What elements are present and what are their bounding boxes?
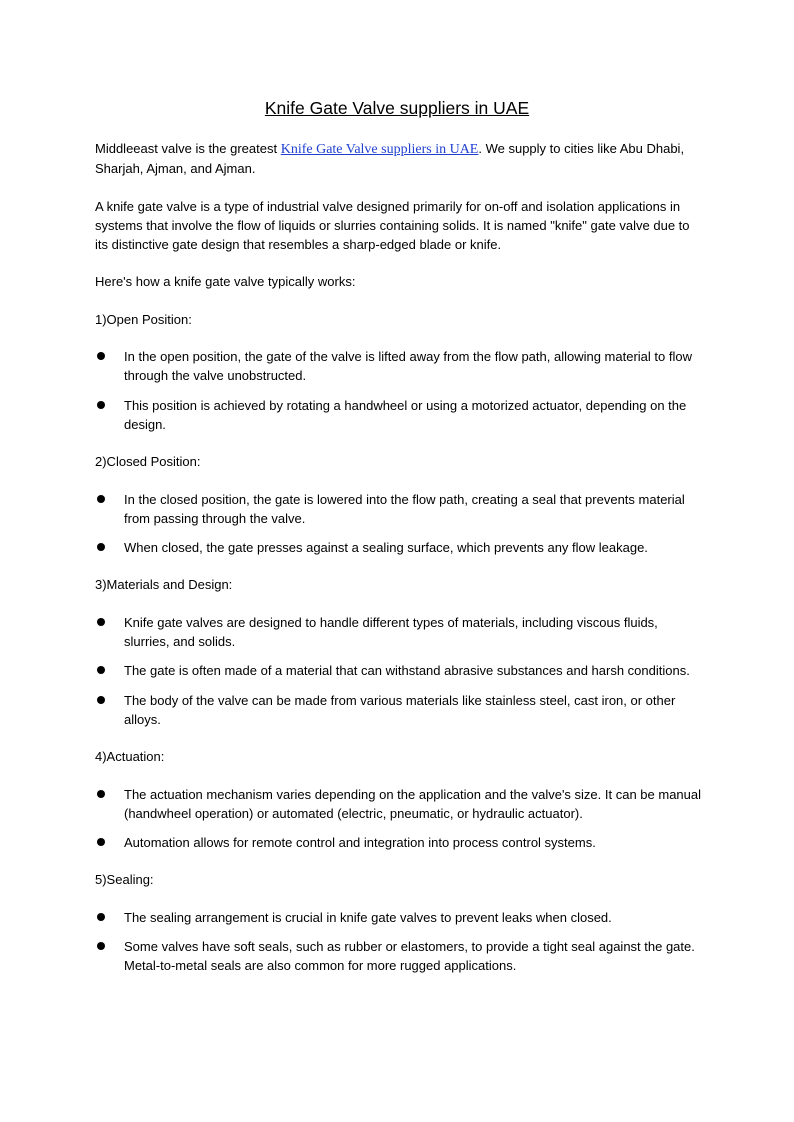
bullet-list <box>95 785 705 853</box>
bullet-list <box>95 347 705 434</box>
list-item <box>95 937 705 976</box>
bullet-dot-icon <box>97 666 105 674</box>
list-item-text: When closed, the gate presses against a sealing surface, which prevents any flow leakage. <box>124 540 648 556</box>
section-heading: 3)Materials and Design: <box>95 577 233 593</box>
list-item-text: The body of the valve can be made from various materials like stainless steel, cast iron, or other alloys. <box>124 692 676 727</box>
list-item-text: In the open position, the gate of the valve is lifted away from the flow path, allowing material to flow through the valve unobstructed. <box>124 349 692 384</box>
section <box>95 452 705 557</box>
list-item <box>95 613 705 652</box>
list-item <box>95 661 705 680</box>
list-item-text: Automation allows for remote control and integration into process control systems. <box>124 835 596 851</box>
page-title: Knife Gate Valve suppliers in UAE <box>264 98 530 118</box>
list-item <box>95 396 705 435</box>
list-item-text: This position is achieved by rotating a handwheel or using a motorized actuator, depending on the design. <box>124 397 687 432</box>
list-item-text: The sealing arrangement is crucial in knife gate valves to prevent leaks when closed. <box>124 909 612 925</box>
list-item <box>95 691 705 730</box>
sections-container <box>95 310 705 976</box>
section-heading: 4)Actuation: <box>95 749 165 765</box>
section <box>95 575 705 729</box>
bullet-dot-icon <box>97 696 105 704</box>
section-heading: 1)Open Position: <box>95 311 192 327</box>
list-item <box>95 347 705 386</box>
intro-text-after-link: . We supply to cities like Abu Dhabi, Sharjah, Ajman, and Ajman. <box>95 141 685 177</box>
list-item <box>95 538 705 557</box>
bullet-dot-icon <box>97 942 105 950</box>
list-item-text: Some valves have soft seals, such as rubber or elastomers, to provide a tight seal against the gate. Metal-to-metal seals are also common for more rugged applications. <box>124 939 695 974</box>
section <box>95 870 705 975</box>
list-item <box>95 833 705 852</box>
list-item <box>95 908 705 927</box>
list-item <box>95 785 705 824</box>
list-item <box>95 490 705 529</box>
bullet-dot-icon <box>97 543 105 551</box>
bullet-list <box>95 490 705 558</box>
bullet-dot-icon <box>97 913 105 921</box>
section <box>95 310 705 434</box>
list-item-text: In the closed position, the gate is lowered into the flow path, creating a seal that prevents material from passing through the valve. <box>124 491 685 526</box>
document-body <box>95 139 705 994</box>
intro-text-before-link: Middleeast valve is the greatest <box>95 141 281 156</box>
howto-paragraph: Here's how a knife gate valve typically works: <box>95 274 356 290</box>
bullet-dot-icon <box>97 495 105 503</box>
bullet-list <box>95 908 705 976</box>
list-item-text: The actuation mechanism varies depending on the application and the valve's size. It can be manual (handwheel operation) or automated (electric, pneumatic, or hydraulic actuator). <box>124 786 702 821</box>
section-heading: 5)Sealing: <box>95 872 154 888</box>
bullet-list <box>95 613 705 729</box>
bullet-dot-icon <box>97 401 105 409</box>
supplier-link[interactable]: Knife Gate Valve suppliers in UAE <box>280 142 479 157</box>
section <box>95 747 705 852</box>
bullet-dot-icon <box>97 790 105 798</box>
description-paragraph: A knife gate valve is a type of industrial valve designed primarily for on-off and isolation applications in systems that involve the flow of liquids or slurries containing solids. It is named "knife" gate valve due to its distinctive gate design that resembles a sharp-edged blade or knife. <box>95 198 690 253</box>
list-item-text: Knife gate valves are designed to handle different types of materials, including viscous fluids, slurries, and solids. <box>124 614 658 650</box>
bullet-dot-icon <box>97 618 105 626</box>
intro-paragraph <box>95 139 705 179</box>
section-heading: 2)Closed Position: <box>95 454 201 470</box>
bullet-dot-icon <box>97 352 105 360</box>
list-item-text: The gate is often made of a material that can withstand abrasive substances and harsh conditions. <box>124 663 690 679</box>
bullet-dot-icon <box>97 838 105 846</box>
